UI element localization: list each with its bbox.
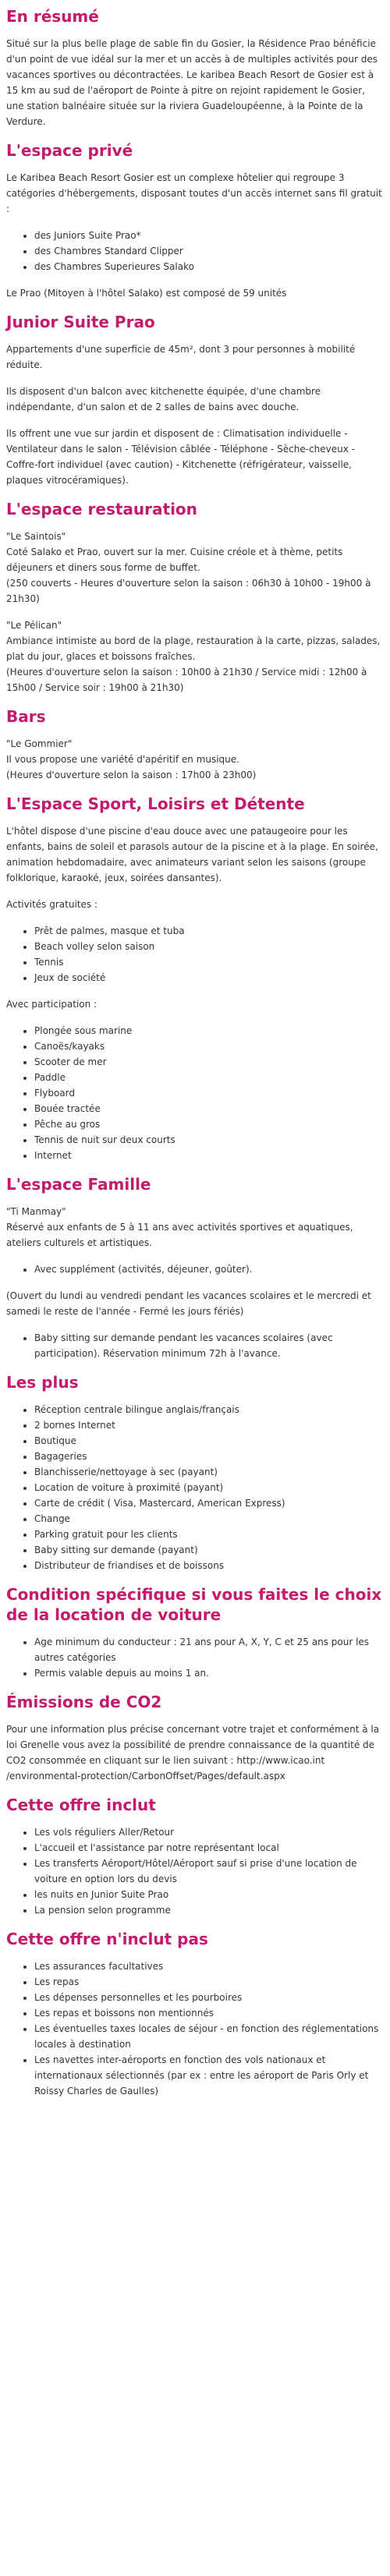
restaurant-desc: Coté Salako et Prao, ouvert sur la mer. Cuisine créole et à thème, petits déjeuners et diners sous forme de buffet. bbox=[6, 547, 343, 573]
list-item: • Bagageries bbox=[34, 1449, 384, 1464]
bar-name: "Le Gommier" bbox=[6, 738, 73, 749]
section-title: Émissions de CO2 bbox=[6, 1693, 162, 1711]
plus-list bbox=[6, 1402, 384, 1573]
list-item: • Pêche au gros bbox=[34, 1116, 384, 1132]
list-item: • La pension selon programme bbox=[34, 1902, 384, 1918]
prive-intro: Le Karibea Beach Resort Gosier est un complexe hôtelier qui regroupe 3 catégories d'hébergements, disposant toutes d'un accès internet sans fil gratuit : bbox=[6, 172, 382, 214]
section-famille bbox=[6, 1174, 384, 1361]
list-item: • Les vols réguliers Aller/Retour bbox=[34, 1824, 384, 1840]
list-item: • Location de voiture à proximité (payant) bbox=[34, 1480, 384, 1495]
section-offre-ninclut bbox=[6, 1929, 384, 2099]
list-item: • L'accueil et l'assistance par notre représentant local bbox=[34, 1840, 384, 1856]
restaurant-desc: Ambiance intimiste au bord de la plage, restauration à la carte, pizzas, salades, plat du jour, glaces et boissons fraîches. bbox=[6, 635, 381, 662]
restaurant-pelican bbox=[6, 617, 384, 695]
section-condition-location bbox=[6, 1584, 384, 1681]
prive-note: Le Prao (Mitoyen à l'hôtel Salako) est composé de 59 unités bbox=[6, 288, 287, 299]
free-activities-list bbox=[6, 923, 384, 985]
list-item: • Les repas et boissons non mentionnés bbox=[34, 2005, 384, 2021]
section-title: Junior Suite Prao bbox=[6, 313, 155, 331]
list-item: • Distributeur de friandises et de boissons bbox=[34, 1558, 384, 1573]
list-item: • les nuits en Junior Suite Prao bbox=[34, 1887, 384, 1902]
junior-equipment: Ils offrent une vue sur jardin et disposent de : Climatisation individuelle - Ventilateur dans le salon - Télévision câblée - Téléphone - Sèche-cheveux - Coffre-fort individuel (avec caution) - Kitchenette (réfrigérateur, vaisselle, plaques vitrocéramiques). bbox=[6, 428, 355, 486]
section-title: Bars bbox=[6, 707, 46, 726]
section-title: L'espace privé bbox=[6, 141, 133, 160]
bar-hours: (Heures d'ouverture selon la saison : 17h00 à 23h00) bbox=[6, 770, 257, 780]
list-item: • Les dépenses personnelles et les pourboires bbox=[34, 1990, 384, 2005]
list-item: • Bouée tractée bbox=[34, 1101, 384, 1116]
list-item: • Carte de crédit ( Visa, Mastercard, American Express) bbox=[34, 1495, 384, 1511]
section-title: En résumé bbox=[6, 7, 99, 26]
junior-surface: Appartements d'une superficie de 45m², dont 3 pour personnes à mobilité réduite. bbox=[6, 344, 356, 370]
list-item: • Les repas bbox=[34, 1974, 384, 1990]
kids-club-opening: (Ouvert du lundi au vendredi pendant les vacances scolaires et le mercredi et samedi le reste de l'année - Fermé les jours fériés) bbox=[6, 1290, 371, 1317]
resume-text: Situé sur la plus belle plage de sable fin du Gosier, la Résidence Prao bénéficie d'un point de vue idéal sur la mer et un accès à de multiples activités pour des vacances sportives ou décontractées. Le karibea Beach Resort de Gosier est à 15 km au sud de l'aéroport de Pointe à pitre on rejoint rapidement le Gosier, une station balnéaire située sur la riviera Guadeloupéenne, à la Pointe de la Verdure. bbox=[6, 38, 378, 127]
famille-list bbox=[6, 1330, 384, 1361]
list-item: • Plongée sous marine bbox=[34, 1023, 384, 1039]
bar-gommier bbox=[6, 736, 384, 783]
section-les-plus bbox=[6, 1372, 384, 1573]
section-offre-inclut bbox=[6, 1795, 384, 1918]
section-title: L'espace restauration bbox=[6, 500, 197, 518]
section-title: Condition spécifique si vous faites le choix de la location de voiture bbox=[6, 1585, 382, 1624]
list-item: • Flyboard bbox=[34, 1085, 384, 1101]
section-sport-loisirs bbox=[6, 794, 384, 1163]
list-item: • Baby sitting sur demande pendant les vacances scolaires (avec participation). Réservation minimum 72h à l'avance. bbox=[34, 1330, 384, 1361]
list-item: • Permis valable depuis au moins 1 an. bbox=[34, 1665, 384, 1681]
kids-club-desc: Réservé aux enfants de 5 à 11 ans avec activités sportives et aquatiques, ateliers culturels et artistiques. bbox=[6, 1222, 353, 1248]
list-item: • Réception centrale bilingue anglais/français bbox=[34, 1402, 384, 1417]
section-title: Les plus bbox=[6, 1373, 79, 1392]
list-item: • des Chambres Superieures Salako bbox=[34, 259, 384, 274]
section-title: L'espace Famille bbox=[6, 1175, 151, 1194]
paid-activities-label: Avec participation : bbox=[6, 999, 98, 1010]
section-restauration bbox=[6, 499, 384, 695]
restaurant-name: "Le Saintois" bbox=[6, 531, 66, 542]
list-item: • Beach volley selon saison bbox=[34, 939, 384, 954]
list-item: • des Chambres Standard Clipper bbox=[34, 243, 384, 259]
list-item: • Scooter de mer bbox=[34, 1054, 384, 1070]
section-co2 bbox=[6, 1692, 384, 1784]
paid-activities-list bbox=[6, 1023, 384, 1163]
list-item: • Jeux de société bbox=[34, 970, 384, 985]
sport-intro: L'hôtel dispose d'une piscine d'eau douce avec une pataugeoire pour les enfants, bains de soleil et parasols autour de la piscine et à la plage. En soirée, animation hebdomadaire, avec animateurs variant selon les saisons (groupe folklorique, karaoké, jeux, soirées dansantes). bbox=[6, 826, 378, 883]
co2-text: Pour une information plus précise concernant votre trajet et conformément à la loi Grenelle vous avez la possibilité de prendre connaissance de la quantité de CO2 consommée en cliquant sur le lien suivant : http://www.icao.int /environmental-protection/CarbonOffset/Pages/default.aspx bbox=[6, 1724, 380, 1782]
section-junior-suite bbox=[6, 312, 384, 488]
list-item: • Age minimum du conducteur : 21 ans pour A, X, Y, C et 25 ans pour les autres catégories bbox=[34, 1634, 384, 1665]
list-item: • 2 bornes Internet bbox=[34, 1417, 384, 1433]
list-item: • Les transferts Aéroport/Hôtel/Aéroport sauf si prise d'une location de voiture en option lors du devis bbox=[34, 1856, 384, 1887]
restaurant-name: "Le Pélican" bbox=[6, 620, 62, 631]
restaurant-hours: (Heures d'ouverture selon la saison : 10h00 à 21h30 / Service midi : 12h00 à 15h00 / Service soir : 19h00 à 21h30) bbox=[6, 667, 367, 693]
list-item: • Boutique bbox=[34, 1433, 384, 1449]
page-content bbox=[0, 6, 390, 2099]
list-item: • des Juniors Suite Prao* bbox=[34, 228, 384, 243]
list-item: • Baby sitting sur demande (payant) bbox=[34, 1542, 384, 1558]
kids-club bbox=[6, 1204, 384, 1251]
restaurant-saintois bbox=[6, 529, 384, 607]
list-item: • Blanchisserie/nettoyage à sec (payant) bbox=[34, 1464, 384, 1480]
bar-desc: Il vous propose une variété d'apéritif en musique. bbox=[6, 754, 239, 765]
list-item: • Les assurances facultatives bbox=[34, 1959, 384, 1974]
inclut-list bbox=[6, 1824, 384, 1918]
restaurant-hours: (250 couverts - Heures d'ouverture selon la saison : 06h30 à 10h00 - 19h00 à 21h30) bbox=[6, 578, 371, 604]
prive-list bbox=[6, 228, 384, 274]
list-item: • Canoës/kayaks bbox=[34, 1039, 384, 1054]
junior-layout: Ils disposent d'un balcon avec kitchenette équipée, d'une chambre indépendante, d'un salon et de 2 salles de bains avec douche. bbox=[6, 386, 321, 412]
section-title: Cette offre n'inclut pas bbox=[6, 1930, 208, 1948]
list-item: • Internet bbox=[34, 1148, 384, 1163]
list-item: • Parking gratuit pour les clients bbox=[34, 1527, 384, 1542]
list-item: • Tennis de nuit sur deux courts bbox=[34, 1132, 384, 1148]
free-activities-label: Activités gratuites : bbox=[6, 899, 98, 910]
list-item: • Avec supplément (activités, déjeuner, goûter). bbox=[34, 1261, 384, 1277]
list-item: • Les éventuelles taxes locales de séjour - en fonction des réglementations locales à destination bbox=[34, 2021, 384, 2052]
section-resume bbox=[6, 6, 384, 129]
list-item: • Les navettes inter-aéroports en fonction des vols nationaux et internationaux sélectionnés (par ex : entre les aéroport de Paris Orly et Roissy Charles de Gaulles) bbox=[34, 2052, 384, 2099]
ninclut-list bbox=[6, 1959, 384, 2099]
section-bars bbox=[6, 706, 384, 783]
list-item: • Change bbox=[34, 1511, 384, 1527]
condition-list bbox=[6, 1634, 384, 1681]
section-title: Cette offre inclut bbox=[6, 1796, 156, 1814]
list-item: • Paddle bbox=[34, 1070, 384, 1085]
section-espace-prive bbox=[6, 140, 384, 301]
kids-club-supplement bbox=[6, 1261, 384, 1277]
section-title: L'Espace Sport, Loisirs et Détente bbox=[6, 794, 305, 813]
kids-club-name: "Ti Manmay" bbox=[6, 1206, 66, 1217]
list-item: • Tennis bbox=[34, 954, 384, 970]
list-item: • Prêt de palmes, masque et tuba bbox=[34, 923, 384, 939]
